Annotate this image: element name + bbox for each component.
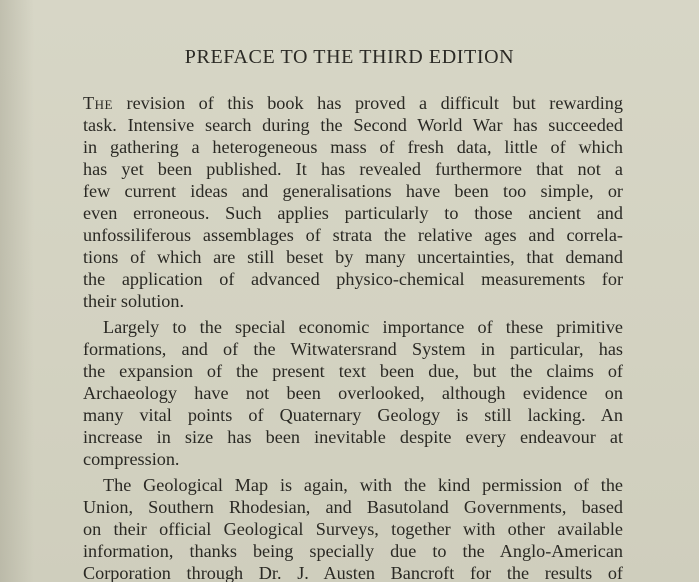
paragraph-1 xyxy=(83,92,623,312)
text-line: information, thanks being specially due to the Anglo-American xyxy=(83,541,623,561)
paragraph-2 xyxy=(83,316,623,470)
text-line: the expansion of the present text been due, but the claims of xyxy=(83,361,623,381)
text-line: Corporation through Dr. J. Austen Bancroft for the results of xyxy=(83,563,623,582)
text-line: has yet been published. It has revealed furthermore that not a xyxy=(83,159,623,179)
text-line: task. Intensive search during the Second World War has succeeded xyxy=(83,115,623,135)
lead-word: The xyxy=(83,93,113,113)
text-line: compression. xyxy=(83,449,180,469)
text-line: many vital points of Quaternary Geology is still lacking. An xyxy=(83,405,623,425)
text-line: increase in size has been inevitable despite every endeavour at xyxy=(83,427,623,447)
preface-text xyxy=(83,92,623,582)
text-line: The Geological Map is again, with the kind permission of the xyxy=(103,475,623,495)
text-line: Union, Southern Rhodesian, and Basutoland Governments, based xyxy=(83,497,623,517)
text-line: The revision of this book has proved a difficult but rewarding xyxy=(83,93,623,113)
text-line: Archaeology have not been overlooked, although evidence on xyxy=(83,383,623,403)
paragraph-3 xyxy=(83,474,623,582)
text-line: on their official Geological Surveys, together with other available xyxy=(83,519,623,539)
text-line: few current ideas and generalisations have been too simple, or xyxy=(83,181,623,201)
text-line: tions of which are still beset by many uncertainties, that demand xyxy=(83,247,623,267)
text-line: in gathering a heterogeneous mass of fresh data, little of which xyxy=(83,137,623,157)
page-title: PREFACE TO THE THIRD EDITION xyxy=(184,46,515,68)
text-line: their solution. xyxy=(83,291,185,311)
text-line: the application of advanced physico-chemical measurements for xyxy=(83,269,623,289)
text-line: unfossiliferous assemblages of strata the relative ages and correla- xyxy=(83,225,623,245)
text-line: formations, and of the Witwatersrand System in particular, has xyxy=(83,339,623,359)
text-line: Largely to the special economic importance of these primitive xyxy=(103,317,623,337)
text-line: even erroneous. Such applies particularly to those ancient and xyxy=(83,203,623,223)
